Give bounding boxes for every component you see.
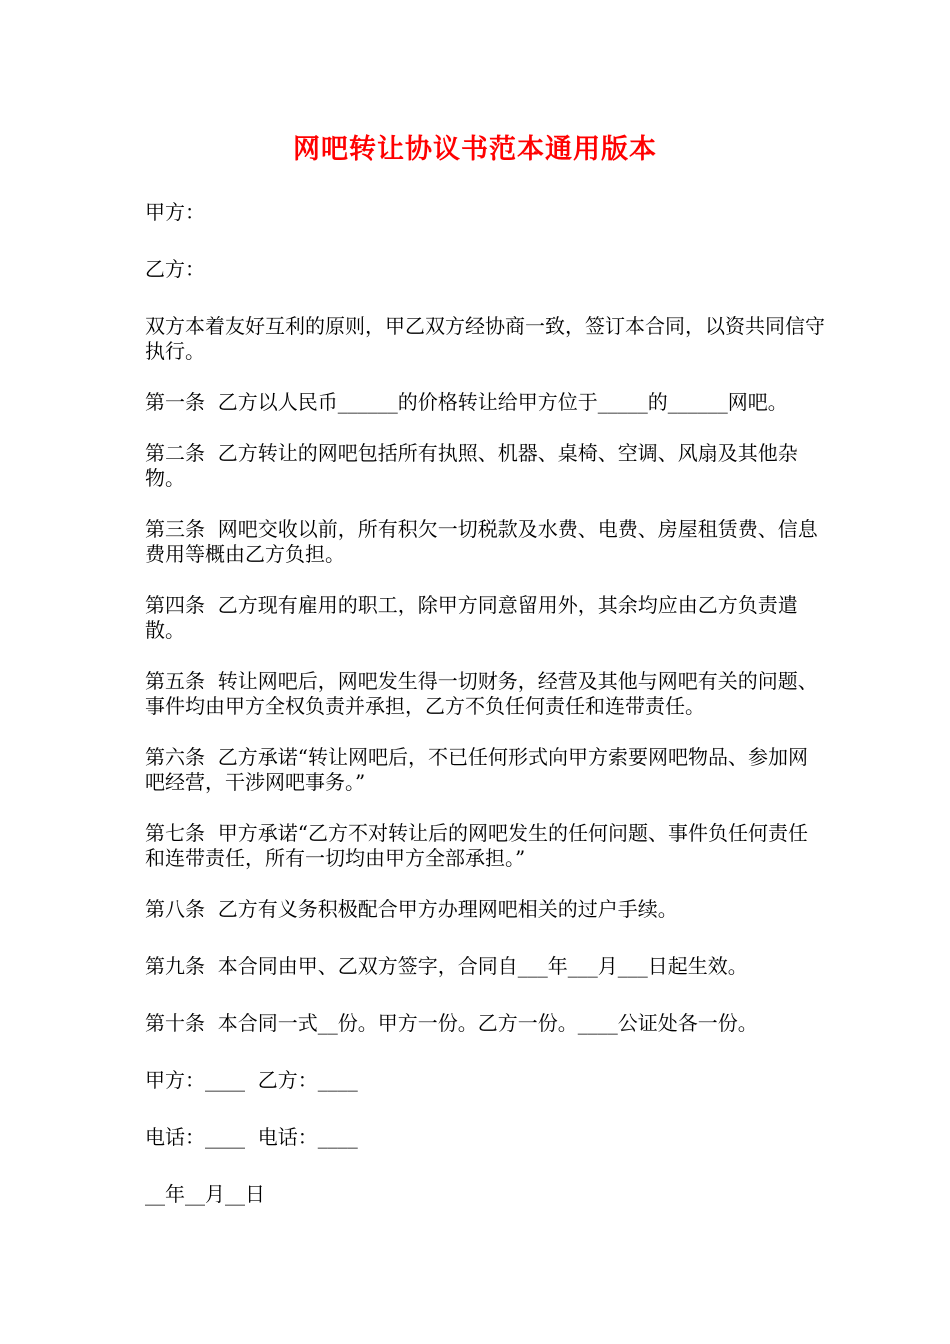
article-6: 第六条 乙方承诺“转让网吧后，不已任何形式向甲方索要网吧物品、参加网吧经营，干涉网吧事务。”: [145, 745, 808, 794]
party-b-line: 乙方：: [145, 257, 205, 281]
article-9: 第九条 本合同由甲、乙双方签字，合同自___年___月___日起生效。: [145, 954, 748, 978]
phone-line: 电话：____ 电话：____: [145, 1125, 358, 1149]
article-3: 第三条 网吧交收以前，所有积欠一切税款及水费、电费、房屋租赁费、信息费用等概由乙方负担。: [145, 517, 818, 566]
date-line: __年__月__日: [145, 1182, 265, 1206]
article-10: 第十条 本合同一式__份。甲方一份。乙方一份。____公证处各一份。: [145, 1011, 758, 1035]
document-title: 网吧转让协议书范本通用版本: [293, 134, 657, 165]
party-a-line: 甲方：: [145, 200, 205, 224]
intro-paragraph: 双方本着友好互利的原则，甲乙双方经协商一致，签订本合同，以资共同信守执行。: [145, 314, 825, 363]
article-2: 第二条 乙方转让的网吧包括所有执照、机器、桌椅、空调、风扇及其他杂物。: [145, 441, 798, 490]
article-8: 第八条 乙方有义务积极配合甲方办理网吧相关的过户手续。: [145, 897, 678, 921]
document-body: [145, 200, 827, 1239]
article-7: 第七条 甲方承诺“乙方不对转让后的网吧发生的任何问题、事件负任何责任和连带责任，所有一切均由甲方全部承担。”: [145, 821, 808, 870]
article-4: 第四条 乙方现有雇用的职工，除甲方同意留用外，其余均应由乙方负责遣散。: [145, 593, 798, 642]
signature-line: 甲方：____ 乙方：____: [145, 1068, 358, 1092]
article-1: 第一条 乙方以人民币______的价格转让给甲方位于_____的______网吧。: [145, 390, 788, 414]
article-5: 第五条 转让网吧后，网吧发生得一切财务，经营及其他与网吧有关的问题、事件均由甲方全权负责并承担，乙方不负任何责任和连带责任。: [145, 669, 818, 718]
